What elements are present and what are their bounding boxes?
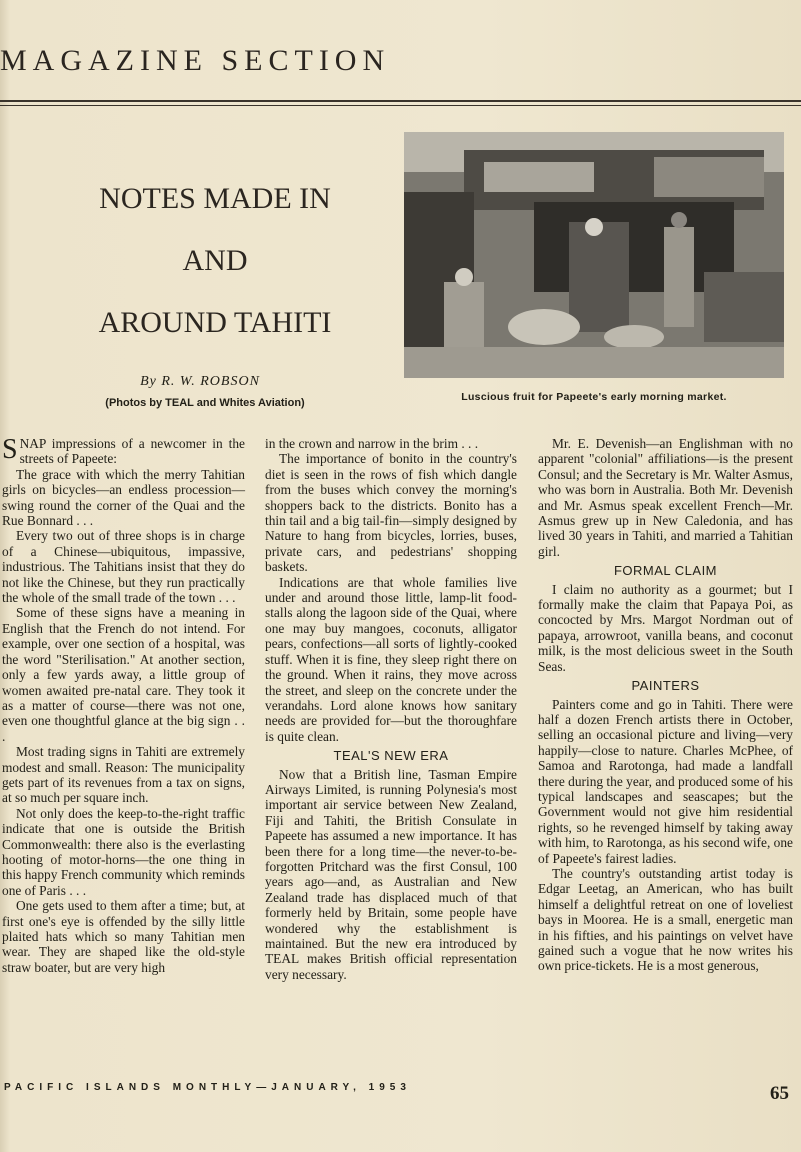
masthead-rule-thin — [0, 105, 801, 106]
photo-credit: (Photos by TEAL and Whites Aviation) — [105, 397, 305, 409]
drop-cap: S — [2, 434, 18, 465]
masthead-title: MAGAZINE SECTION — [0, 44, 391, 77]
paragraph: in the crown and narrow in the brim . . . — [265, 436, 479, 451]
paragraph: One gets used to them after a time; but, at first one's eye is offended by the silly little plaited hats which so many Tahitian men wear. They are shaped like the old-style straw boater, but are very high — [2, 898, 245, 975]
headline-line-1: NOTES MADE IN — [99, 182, 331, 215]
paragraph: Painters come and go in Tahiti. There were half a dozen French artists there in October, selling an occasional picture and living—very happily—close to nature. Charles McPhee, of Samoa and Rarotonga, had made a landfall there during the year, and produced some of his typical landscapes and seascapes; but the Government would not give him residential rights, so he revenged himself by taking away with him, to Rarotonga, as his second wife, one of Papeete's fairest ladies. — [538, 696, 793, 866]
paragraph: Indications are that whole families live under and around those little, lamp-lit food-stalls along the lagoon side of the Quai, where one may buy mangoes, coconuts, alligator pears, confections—all sorts of lightly-cooked stuff. When it is fine, they sleep right there on the ground. When it rains, they move across the street, and sleep on the concrete under the verandahs. Lord alone knows how sanitary needs are provided for—but the thoroughfare is quite clean. — [265, 574, 517, 744]
market-photo — [404, 132, 784, 378]
subheading-painters: PAINTERS — [631, 678, 700, 694]
paragraph: I claim no authority as a gourmet; but I formally make the claim that Papaya Poi, as concocted by Mrs. Margot Nordman out of papaya, arrowroot, vanilla beans, and coconut milk, is the most delicious sweet in the South Seas. — [538, 581, 793, 674]
article-column-1 — [2, 436, 245, 975]
paragraph: The grace with which the merry Tahitian girls on bicycles—an endless procession—swing round the corner of the Quai and the Rue Bonnard . . . — [2, 466, 245, 529]
paragraph: Now that a British line, Tasman Empire Airways Limited, is running Polynesia's most important air service between New Zealand, Fiji and Tahiti, the British Consulate in Papeete has assumed a new importance. It has been there for a long time—the never-to-be-forgotten Pritchard was the first Consul, 100 years ago—and, as Australian and New Zealand trade has displaced much of that formerly held by Britain, some people have wondered why the establishment is maintained. But the new era introduced by TEAL makes British official representation very necessary. — [265, 766, 517, 982]
paragraph: The importance of bonito in the country's diet is seen in the rows of fish which dangle from the buses which convey the morning's shoppers back to the districts. Bonito has a thin tail and a big tail-fin—simply designed by Nature to hang from bicycles, lorries, buses, private cars, and pedestrians' shopping baskets. — [265, 451, 517, 575]
headline-line-3: AROUND TAHITI — [98, 306, 332, 339]
paragraph: The country's outstanding artist today is Edgar Leetag, an American, who has built himself a delightful retreat on one of loveliest bays in Moorea. He is a small, energetic man in his fifties, and his paintings on velvet have gained such a vogue that he now writes his own price-tickets. He is a most generous, — [538, 865, 793, 974]
byline: By R. W. ROBSON — [140, 374, 260, 389]
page-number: 65 — [770, 1083, 789, 1104]
photo-caption: Luscious fruit for Papeete's early morning market. — [461, 391, 727, 403]
paragraph: Every two out of three shops is in charge of a Chinese—ubiquitous, impassive, industrious. The Tahitians insist that they do not like the Chinese, but they run practically the whole of the small trade of the town . . . — [2, 528, 245, 606]
paragraph: Mr. E. Devenish—an Englishman with no apparent "colonial" affiliations—is the present Consul; and the Secretary is Mr. Walter Asmus, who was born in Australia. Both Mr. Devenish and Mr. Asmus speak excellent French—Mr. Asmus grew up in New Caledonia, and has lived 30 years in Tahiti, and married a Tahitian girl. — [538, 436, 793, 559]
article-headline — [60, 168, 370, 354]
subheading-formal-claim: FORMAL CLAIM — [613, 563, 718, 579]
running-footer: PACIFIC ISLANDS MONTHLY—JANUARY, 1953 — [4, 1082, 411, 1093]
headline-line-2: AND — [182, 244, 248, 277]
article-column-3 — [538, 436, 793, 974]
masthead-rule — [0, 100, 801, 102]
paragraph: SNAP impressions of a newcomer in the streets of Papeete: — [2, 434, 245, 467]
article-column-2 — [265, 436, 517, 982]
paragraph: Not only does the keep-to-the-right traffic indicate that one is outside the British Commonwealth: there also is the everlasting hooting of motor-horns—the one thing in this happy French community which reminds one of Paris . . . — [2, 805, 245, 898]
paragraph: Some of these signs have a meaning in English that the French do not intend. For example, over one section of a hospital, was the word "Sterilisation." At another section, only a few yards away, a little group of women awaited pre-natal care. They took it as a matter of course—there was not one, even one thoughtful glance at the big sign . . . — [2, 605, 245, 744]
paragraph: Most trading signs in Tahiti are extremely modest and small. Reason: The municipality gets part of its revenues from a tax on signs, at so much per square inch. — [2, 744, 245, 806]
subheading-teal-new-era: TEAL'S NEW ERA — [333, 748, 449, 764]
